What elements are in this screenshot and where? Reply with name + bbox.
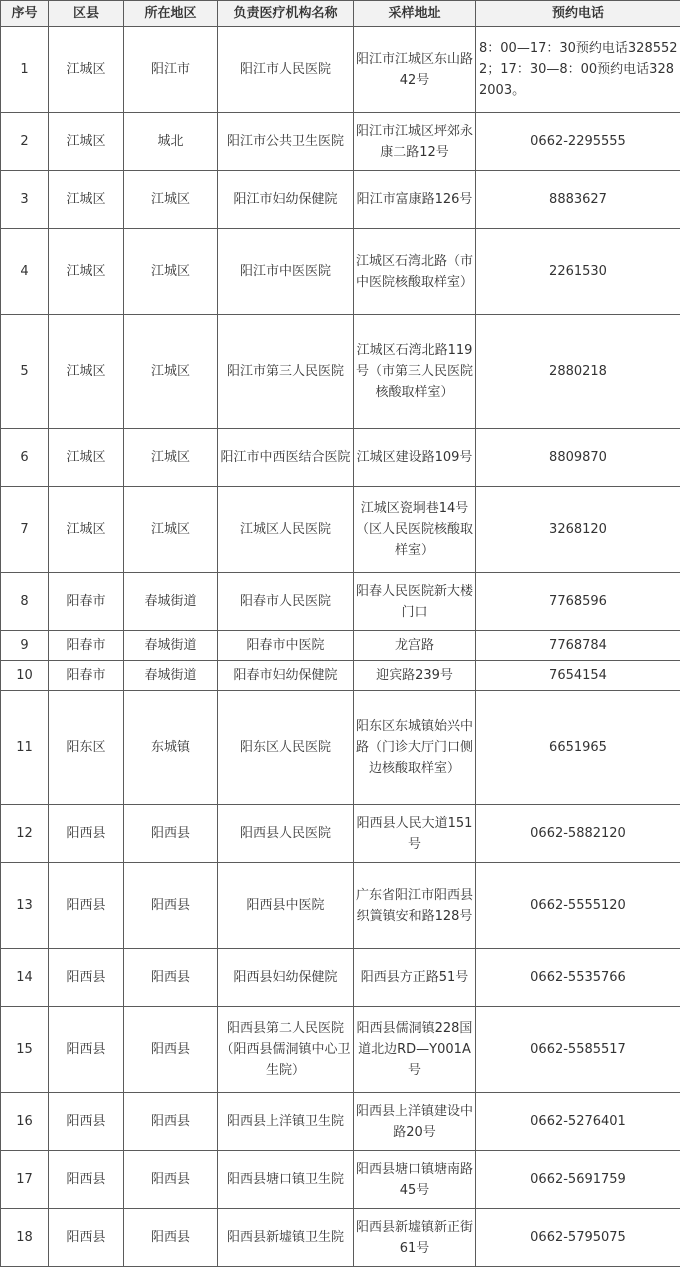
cell-phone: 8809870: [476, 429, 680, 487]
cell-org: 阳西县新墟镇卫生院: [218, 1209, 354, 1267]
cell-org: 阳江市公共卫生医院: [218, 113, 354, 171]
cell-org: 阳江市中医医院: [218, 229, 354, 315]
header-no: 序号: [1, 1, 49, 27]
cell-area: 东城镇: [124, 691, 218, 805]
header-org: 负责医疗机构名称: [218, 1, 354, 27]
cell-county: 阳西县: [49, 949, 124, 1007]
cell-no: 2: [1, 113, 49, 171]
cell-org: 阳西县人民医院: [218, 805, 354, 863]
cell-county: 江城区: [49, 487, 124, 573]
cell-address: 阳江市江城区东山路42号: [354, 27, 476, 113]
table-row: [1, 1007, 680, 1093]
cell-address: 广东省阳江市阳西县织篢镇安和路128号: [354, 863, 476, 949]
header-county: 区县: [49, 1, 124, 27]
cell-address: 龙宫路: [354, 631, 476, 661]
cell-address: 阳西县方正路51号: [354, 949, 476, 1007]
cell-phone: 0662-5555120: [476, 863, 680, 949]
cell-org: 阳西县上洋镇卫生院: [218, 1093, 354, 1151]
table-row: [1, 631, 680, 661]
cell-area: 城北: [124, 113, 218, 171]
cell-address: 阳西县上洋镇建设中路20号: [354, 1093, 476, 1151]
cell-org: 阳西县妇幼保健院: [218, 949, 354, 1007]
cell-phone: 0662-5585517: [476, 1007, 680, 1093]
cell-area: 阳西县: [124, 1151, 218, 1209]
cell-org: 阳东区人民医院: [218, 691, 354, 805]
table-row: [1, 863, 680, 949]
table-row: [1, 429, 680, 487]
cell-org: 阳江市第三人民医院: [218, 315, 354, 429]
cell-area: 阳西县: [124, 1209, 218, 1267]
cell-address: 阳西县塘口镇塘南路45号: [354, 1151, 476, 1209]
cell-address: 阳春人民医院新大楼门口: [354, 573, 476, 631]
cell-phone: 0662-5691759: [476, 1151, 680, 1209]
cell-county: 阳西县: [49, 1093, 124, 1151]
cell-phone: 8883627: [476, 171, 680, 229]
cell-no: 4: [1, 229, 49, 315]
cell-phone: 0662-5882120: [476, 805, 680, 863]
cell-area: 阳西县: [124, 1093, 218, 1151]
cell-phone: 0662-5795075: [476, 1209, 680, 1267]
cell-county: 江城区: [49, 27, 124, 113]
cell-address: 江城区建设路109号: [354, 429, 476, 487]
cell-no: 1: [1, 27, 49, 113]
cell-phone: 7768784: [476, 631, 680, 661]
cell-org: 江城区人民医院: [218, 487, 354, 573]
table-row: [1, 1209, 680, 1267]
cell-no: 17: [1, 1151, 49, 1209]
cell-phone: 7768596: [476, 573, 680, 631]
cell-no: 18: [1, 1209, 49, 1267]
cell-phone: 0662-2295555: [476, 113, 680, 171]
cell-address: 江城区石湾北路119号（市第三人民医院核酸取样室）: [354, 315, 476, 429]
header-address: 采样地址: [354, 1, 476, 27]
cell-county: 阳西县: [49, 1007, 124, 1093]
cell-area: 江城区: [124, 487, 218, 573]
cell-county: 阳西县: [49, 1151, 124, 1209]
table-row: [1, 315, 680, 429]
cell-org: 阳春市中医院: [218, 631, 354, 661]
cell-area: 江城区: [124, 429, 218, 487]
table-row: [1, 661, 680, 691]
cell-address: 阳江市江城区坪郊永康二路12号: [354, 113, 476, 171]
cell-no: 5: [1, 315, 49, 429]
cell-no: 7: [1, 487, 49, 573]
table-row: [1, 487, 680, 573]
cell-no: 10: [1, 661, 49, 691]
cell-phone: 3268120: [476, 487, 680, 573]
cell-area: 阳江市: [124, 27, 218, 113]
cell-county: 阳春市: [49, 631, 124, 661]
cell-address: 阳东区东城镇始兴中路（门诊大厅门口侧边核酸取样室）: [354, 691, 476, 805]
header-row: [1, 1, 680, 27]
cell-no: 16: [1, 1093, 49, 1151]
cell-phone: 2880218: [476, 315, 680, 429]
cell-no: 14: [1, 949, 49, 1007]
cell-address: 阳西县人民大道151号: [354, 805, 476, 863]
table-row: [1, 229, 680, 315]
header-phone: 预约电话: [476, 1, 680, 27]
cell-org: 阳江市中西医结合医院: [218, 429, 354, 487]
cell-county: 阳西县: [49, 805, 124, 863]
cell-no: 15: [1, 1007, 49, 1093]
cell-area: 江城区: [124, 171, 218, 229]
cell-org: 阳春市人民医院: [218, 573, 354, 631]
header-area: 所在地区: [124, 1, 218, 27]
table-row: [1, 1151, 680, 1209]
cell-phone: 2261530: [476, 229, 680, 315]
cell-area: 阳西县: [124, 805, 218, 863]
cell-address: 阳西县儒洞镇228国道北边RD—Y001A号: [354, 1007, 476, 1093]
table-row: [1, 1093, 680, 1151]
table-row: [1, 805, 680, 863]
cell-area: 江城区: [124, 229, 218, 315]
cell-address: 迎宾路239号: [354, 661, 476, 691]
cell-phone: 6651965: [476, 691, 680, 805]
table-row: [1, 171, 680, 229]
table-row: [1, 949, 680, 1007]
cell-area: 阳西县: [124, 1007, 218, 1093]
cell-address: 江城区瓷垌巷14号（区人民医院核酸取样室）: [354, 487, 476, 573]
cell-no: 9: [1, 631, 49, 661]
cell-area: 春城街道: [124, 631, 218, 661]
table-header: [1, 1, 680, 27]
cell-county: 阳西县: [49, 863, 124, 949]
cell-county: 阳东区: [49, 691, 124, 805]
cell-no: 13: [1, 863, 49, 949]
cell-org: 阳江市妇幼保健院: [218, 171, 354, 229]
table-row: [1, 691, 680, 805]
cell-phone: 0662-5276401: [476, 1093, 680, 1151]
cell-phone: 8：00—17：30预约电话3285522；17：30—8：00预约电话3282003。: [476, 27, 680, 113]
cell-area: 江城区: [124, 315, 218, 429]
cell-no: 12: [1, 805, 49, 863]
cell-no: 3: [1, 171, 49, 229]
cell-org: 阳春市妇幼保健院: [218, 661, 354, 691]
table-body: [1, 27, 680, 1267]
cell-address: 阳江市富康路126号: [354, 171, 476, 229]
cell-county: 阳西县: [49, 1209, 124, 1267]
cell-address: 阳西县新墟镇新正街61号: [354, 1209, 476, 1267]
table-row: [1, 573, 680, 631]
cell-area: 阳西县: [124, 863, 218, 949]
cell-org: 阳江市人民医院: [218, 27, 354, 113]
cell-org: 阳西县第二人民医院（阳西县儒洞镇中心卫生院）: [218, 1007, 354, 1093]
cell-area: 春城街道: [124, 661, 218, 691]
cell-area: 阳西县: [124, 949, 218, 1007]
cell-county: 阳春市: [49, 661, 124, 691]
cell-no: 8: [1, 573, 49, 631]
table-row: [1, 113, 680, 171]
cell-phone: 7654154: [476, 661, 680, 691]
table-row: [1, 27, 680, 113]
cell-no: 6: [1, 429, 49, 487]
cell-county: 江城区: [49, 229, 124, 315]
cell-no: 11: [1, 691, 49, 805]
cell-address: 江城区石湾北路（市中医院核酸取样室）: [354, 229, 476, 315]
cell-county: 江城区: [49, 113, 124, 171]
cell-org: 阳西县中医院: [218, 863, 354, 949]
cell-county: 江城区: [49, 171, 124, 229]
cell-area: 春城街道: [124, 573, 218, 631]
cell-org: 阳西县塘口镇卫生院: [218, 1151, 354, 1209]
cell-county: 江城区: [49, 315, 124, 429]
cell-county: 阳春市: [49, 573, 124, 631]
cell-phone: 0662-5535766: [476, 949, 680, 1007]
cell-county: 江城区: [49, 429, 124, 487]
